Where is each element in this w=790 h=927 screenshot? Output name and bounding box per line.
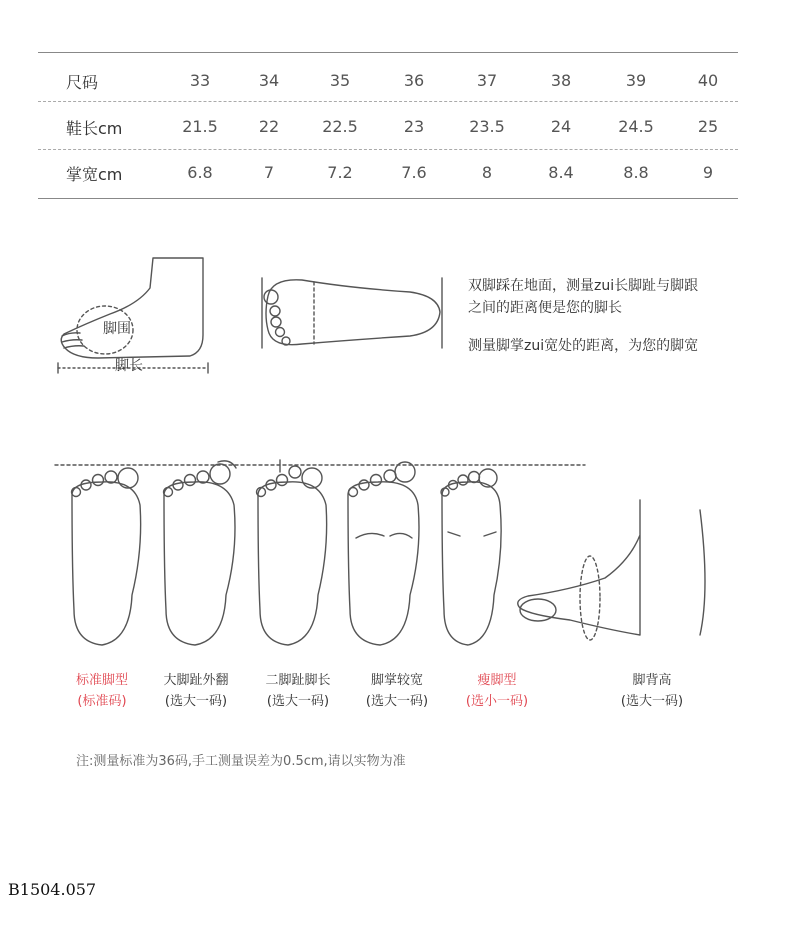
foot-type-advice: (标准码): [77, 694, 127, 709]
second-toe-long-foot-icon: [257, 460, 327, 645]
width-cell: 7.6: [401, 163, 427, 182]
foot-type-advice: (选大一码): [620, 694, 684, 709]
sole-foot-icon: [262, 278, 442, 348]
foot-type-name: 瘦脚型: [477, 673, 517, 688]
length-cell: 24.5: [618, 117, 654, 136]
width-cell: 7.2: [327, 163, 353, 182]
bunion-foot-icon: [164, 461, 237, 645]
size-cell: 40: [697, 71, 719, 90]
width-cell: 8.8: [623, 163, 649, 182]
length-cell: 25: [697, 117, 719, 136]
table-row-size: [38, 57, 738, 103]
size-cell: 34: [258, 71, 280, 90]
foot-type-name: 脚掌较宽: [370, 673, 423, 688]
size-cell: 37: [476, 71, 498, 90]
length-cell: 22.5: [322, 117, 358, 136]
row-label-width: 掌宽cm: [66, 165, 123, 184]
table-bottom-border: [38, 198, 738, 199]
size-cell: 36: [403, 71, 425, 90]
foot-type-advice: (选大一码): [365, 694, 429, 709]
standard-foot-icon: [72, 468, 141, 645]
table-top-border: [38, 52, 738, 53]
length-cell: 21.5: [182, 117, 218, 136]
foot-measure-diagram: [50, 240, 460, 380]
size-cell: 35: [329, 71, 351, 90]
width-instruction: 测量脚掌zui宽处的距离，为您的脚宽: [468, 338, 699, 354]
size-cell: 39: [625, 71, 647, 90]
girth-label: 脚围: [103, 321, 131, 337]
foot-type-name: 二脚趾脚长: [265, 673, 331, 688]
size-cell: 33: [189, 71, 211, 90]
length-cell: 23.5: [469, 117, 505, 136]
product-code: B1504.057: [8, 880, 97, 899]
measurement-footnote: 注:测量标准为36码,手工测量误差为0.5cm,请以实物为准: [76, 754, 406, 769]
foot-type-name: 大脚趾外翻: [163, 673, 229, 688]
width-cell: 8.4: [548, 163, 574, 182]
row-label-size: 尺码: [66, 73, 99, 92]
foot-type-advice: (选小一码): [465, 694, 529, 709]
size-cell: 38: [550, 71, 572, 90]
length-cell: 23: [403, 117, 425, 136]
length-cell: 24: [550, 117, 572, 136]
foot-type-advice: (选大一码): [164, 694, 228, 709]
length-instruction-line1: 双脚踩在地面，测量zui长脚趾与脚跟: [468, 278, 699, 294]
length-instruction-line2: 之间的距离便是您的脚长: [468, 300, 622, 316]
width-cell: 6.8: [187, 163, 213, 182]
width-cell: 9: [702, 163, 714, 182]
slim-foot-icon: [441, 469, 501, 645]
high-instep-foot-icon: [518, 500, 705, 640]
table-divider: [38, 101, 738, 102]
table-row-length: [38, 103, 738, 149]
length-label: 脚长: [115, 358, 143, 374]
foot-type-advice: (选大一码): [266, 694, 330, 709]
width-cell: 7: [263, 163, 275, 182]
foot-types-diagram: [50, 450, 730, 660]
wide-foot-icon: [348, 462, 419, 645]
foot-type-name: 脚背高: [632, 673, 672, 688]
foot-type-name: 标准脚型: [75, 673, 128, 688]
length-cell: 22: [258, 117, 280, 136]
row-label-length: 鞋长cm: [66, 119, 123, 138]
width-cell: 8: [481, 163, 493, 182]
table-row-width: [38, 149, 738, 195]
